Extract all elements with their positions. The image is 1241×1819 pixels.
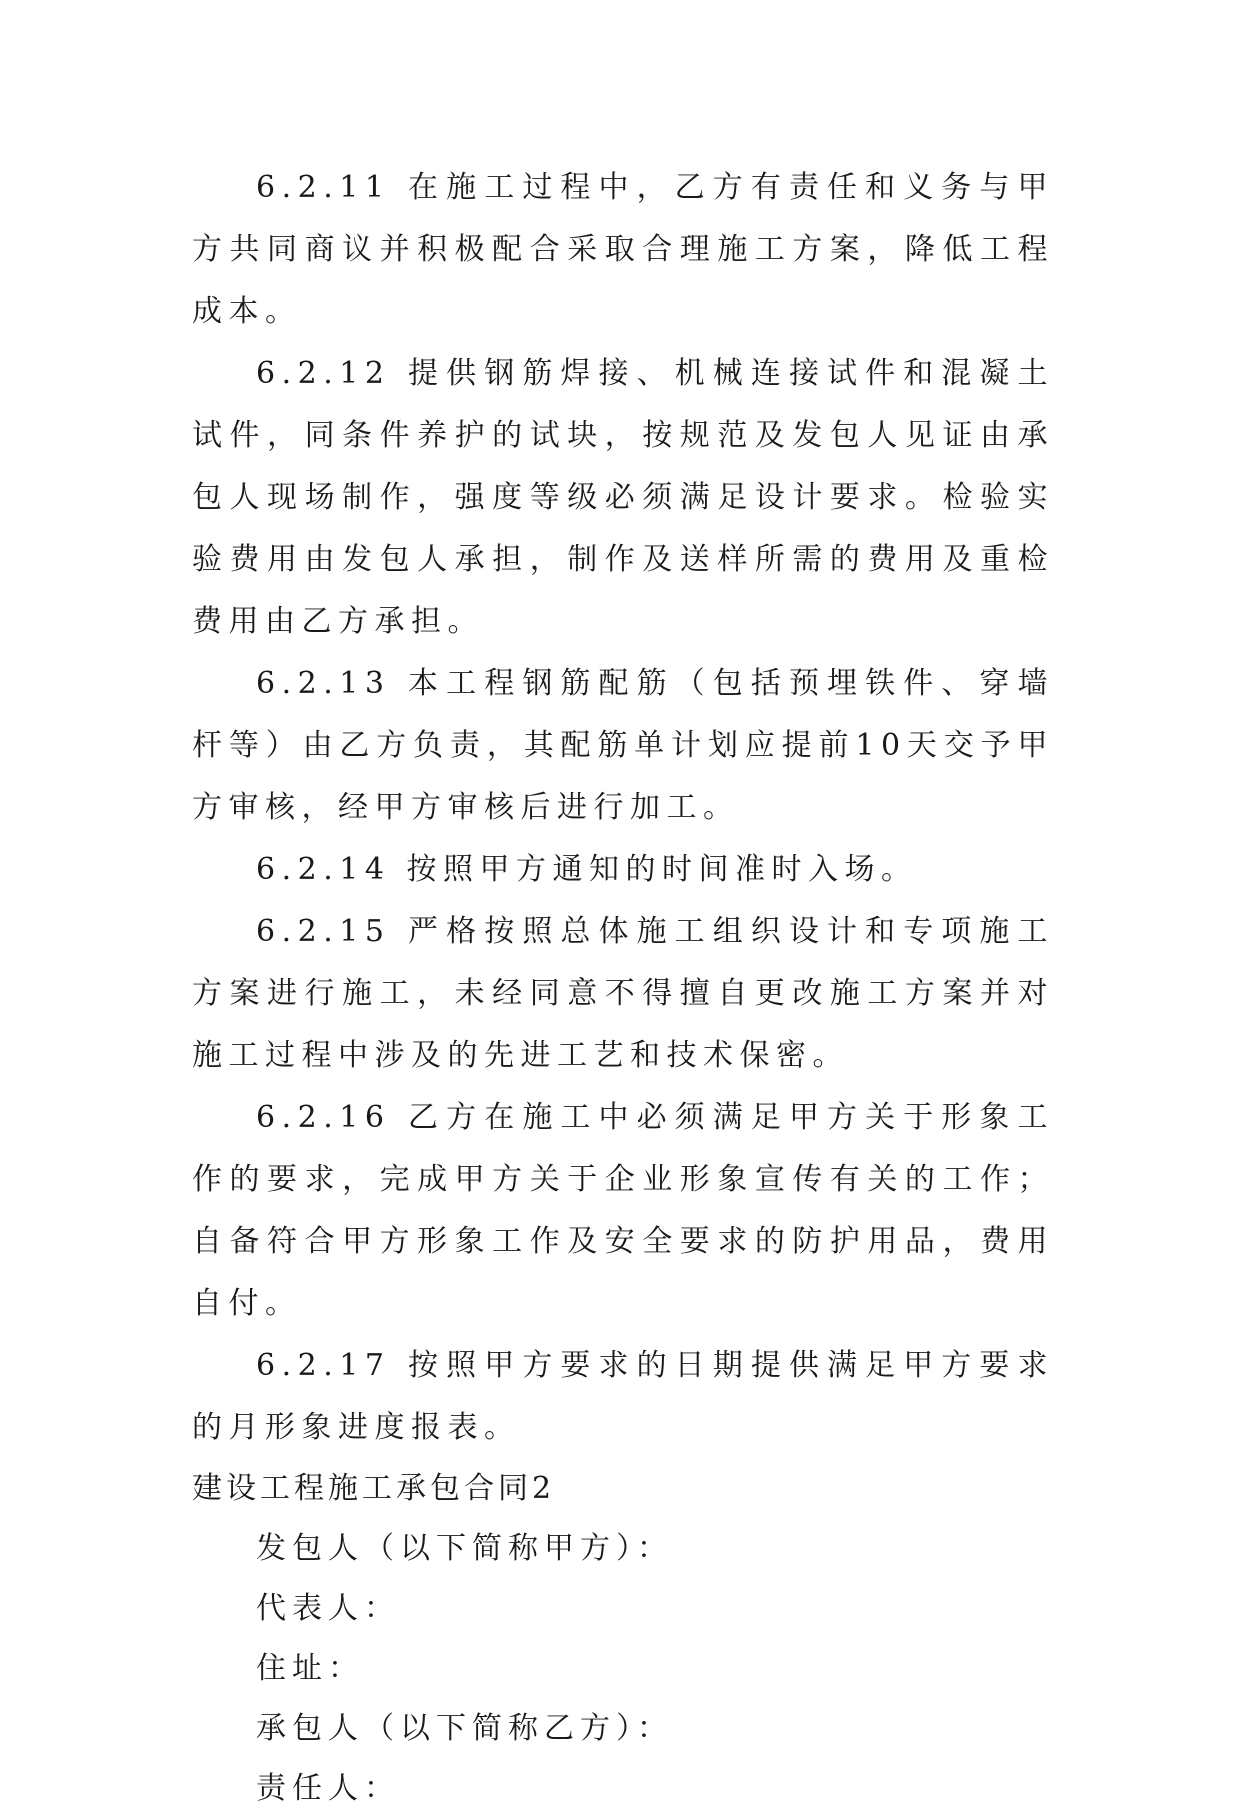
clause-6-2-12: 6.2.12 提供钢筋焊接、机械连接试件和混凝土试件，同条件养护的试块，按规范及发包人见证由承包人现场制作，强度等级必须满足设计要求。检验实验费用由发包人承担，制作及送样所需的费用及重检费用由乙方承担。 bbox=[192, 356, 1054, 639]
clause-6-2-15: 6.2.15 严格按照总体施工组织设计和专项施工方案进行施工，未经同意不得擅自更改施工方案并对施工过程中涉及的先进工艺和技术保密。 bbox=[192, 914, 1054, 1073]
clause-6-2-13: 6.2.13 本工程钢筋配筋（包括预埋铁件、穿墙杆等）由乙方负责，其配筋单计划应提前10天交予甲方审核，经甲方审核后进行加工。 bbox=[192, 666, 1054, 825]
clause-6-2-16: 6.2.16 乙方在施工中必须满足甲方关于形象工作的要求，完成甲方关于企业形象宣传有关的工作；自备符合甲方形象工作及安全要求的防护用品，费用自付。 bbox=[192, 1100, 1054, 1321]
document-page bbox=[192, 157, 1054, 1819]
clause-6-2-11: 6.2.11 在施工过程中，乙方有责任和义务与甲方共同商议并积极配合采取合理施工方案，降低工程成本。 bbox=[192, 170, 1054, 329]
contract-title: 建设工程施工承包合同2 bbox=[192, 1471, 556, 1506]
field-employer: 发包人（以下简称甲方）： bbox=[256, 1531, 673, 1566]
clause-6-2-17: 6.2.17 按照甲方要求的日期提供满足甲方要求的月形象进度报表。 bbox=[192, 1348, 1054, 1445]
field-contractor: 承包人（以下简称乙方）： bbox=[256, 1711, 673, 1746]
clause-6-2-14: 6.2.14 按照甲方通知的时间准时入场。 bbox=[256, 852, 918, 887]
field-representative: 代表人： bbox=[256, 1591, 400, 1626]
field-address: 住址： bbox=[256, 1651, 364, 1686]
field-responsible-person: 责任人： bbox=[256, 1771, 400, 1806]
